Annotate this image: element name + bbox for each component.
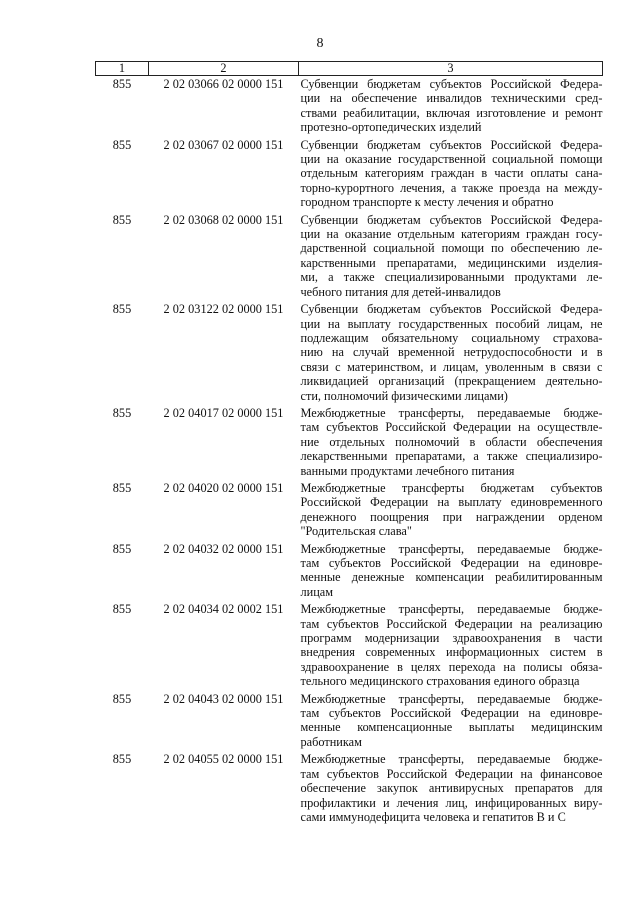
description-line: обеспечение закупок антивирусных препаратов для [300, 781, 603, 796]
description-line: работникам [300, 734, 362, 749]
description-line: ние отдельных полномочий в области обеспечения [300, 434, 603, 449]
description-line: Межбюджетные трансферты бюджетам субъектов [300, 480, 603, 495]
description-line: Субвенции бюджетам субъектов Российской Федера- [300, 137, 603, 152]
admin-code-cell: 855 [112, 691, 132, 706]
admin-code-cell: 855 [112, 212, 132, 227]
description-line: Межбюджетные трансферты, передаваемые бюдже- [300, 752, 603, 767]
description-line: программ модернизации здравоохранения в части [300, 631, 603, 646]
description-cell [299, 480, 603, 541]
description-line: денежного поощрения при награждении орденом [300, 509, 603, 524]
description-line: там субъектов Российской Федерации на финансовое [300, 766, 603, 781]
page-number: 8 [316, 36, 324, 51]
table-row [96, 212, 603, 301]
description-cell [299, 212, 603, 301]
description-line: дарственной социальной помощи по обеспечению ле- [300, 241, 603, 256]
description-line: Межбюджетные трансферты, передаваемые бюдже- [300, 691, 603, 706]
description-line: сами иммунодефицита человека и гепатитов В и С [300, 809, 566, 824]
description-line: ванными продуктами лечебного питания [300, 463, 515, 478]
description-line: Субвенции бюджетам субъектов Российской Федера- [300, 77, 603, 91]
description-cell [299, 137, 603, 212]
description-cell [299, 691, 603, 752]
description-cell [299, 601, 603, 690]
description-line: ции на выплату государственных пособий лицам, не [300, 316, 603, 331]
description-cell [299, 541, 603, 602]
column-header-1: 1 [96, 62, 149, 76]
admin-code-cell: 855 [112, 77, 132, 91]
revenue-codes-table [95, 61, 603, 826]
description-line: ствами реабилитации, включая изготовление и ремонт [300, 105, 603, 120]
description-line: внедрения современных информационных систем в [300, 645, 603, 660]
admin-code-cell: 855 [112, 480, 132, 495]
table-row [96, 601, 603, 690]
description-line: протезно-ортопедических изделий [300, 120, 482, 135]
revenue-code-cell: 2 02 03122 02 0000 151 [163, 302, 284, 317]
column-header-3: 3 [299, 62, 603, 76]
revenue-code-cell: 2 02 04020 02 0000 151 [163, 480, 284, 495]
description-cell [299, 405, 603, 480]
description-line: отдельным категориям граждан в части оплаты сана- [300, 166, 603, 181]
revenue-code-cell: 2 02 04032 02 0000 151 [163, 541, 284, 556]
admin-code-cell: 855 [112, 541, 132, 556]
table-row [96, 541, 603, 602]
description-line: Межбюджетные трансферты, передаваемые бюдже- [300, 541, 603, 556]
description-cell [299, 751, 603, 826]
description-line: Российской Федерации на выплату единовременного [300, 495, 603, 510]
description-line: Субвенции бюджетам субъектов Российской Федера- [300, 302, 603, 317]
description-line: ции на оказание государственной социальной помощи [300, 152, 603, 167]
description-line: Межбюджетные трансферты, передаваемые бюдже- [300, 602, 603, 617]
description-cell [299, 301, 603, 405]
table-header [96, 62, 603, 76]
description-line: Межбюджетные трансферты, передаваемые бюдже- [300, 405, 603, 420]
table-row [96, 480, 603, 541]
description-line: ции на оказание отдельным категориям граждан госу- [300, 227, 603, 242]
column-header-2: 2 [149, 62, 299, 76]
table-row [96, 691, 603, 752]
admin-code-cell: 855 [112, 405, 132, 420]
description-line: там субъектов Российской Федерации на осуществле- [300, 420, 603, 435]
revenue-code-cell: 2 02 04017 02 0000 151 [163, 405, 284, 420]
admin-code-cell: 855 [112, 137, 132, 152]
description-line: там субъектов Российской Федерации на реализацию [300, 616, 603, 631]
description-line: сти, полномочий физическими лицами) [300, 388, 508, 403]
description-line: там субъектов Российской Федерации на единовре- [300, 556, 603, 570]
revenue-code-cell: 2 02 04055 02 0000 151 [163, 752, 284, 767]
description-cell [299, 76, 603, 137]
table-row [96, 301, 603, 405]
description-line: менные денежные компенсации реабилитированным [300, 570, 603, 585]
table-row [96, 76, 603, 137]
description-line: профилактики и лечения лиц, инфицированных виру- [300, 795, 603, 810]
admin-code-cell: 855 [112, 752, 132, 767]
revenue-code-cell: 2 02 03066 02 0000 151 [163, 77, 284, 91]
admin-code-cell: 855 [112, 302, 132, 317]
description-line: там субъектов Российской Федерации на единовре- [300, 706, 603, 721]
description-line: тельного медицинского страхования единого образца [300, 674, 580, 689]
description-line: карственными препаратами, медицинскими изделия- [300, 255, 603, 270]
description-line: ликвидацией организаций (прекращением деятельно- [300, 374, 603, 389]
table-row [96, 751, 603, 826]
description-line: менные компенсационные выплаты медицинским [300, 720, 603, 735]
revenue-code-cell: 2 02 04043 02 0000 151 [163, 691, 284, 706]
description-line: здравоохранение в целях перехода на полисы обяза- [300, 659, 603, 674]
description-line: ми, а также специализированными продуктами ле- [300, 270, 603, 285]
description-line: чебного питания для детей-инвалидов [300, 284, 501, 299]
table-body [96, 76, 603, 827]
admin-code-cell: 855 [112, 602, 132, 617]
description-line: городном транспорте к месту лечения и обратно [300, 195, 554, 210]
description-line: подлежащим обязательному социальному страхова- [300, 330, 603, 345]
description-line: ции на обеспечение инвалидов техническими сред- [300, 91, 603, 106]
header-row [96, 62, 603, 76]
table-row [96, 405, 603, 480]
table-row [96, 137, 603, 212]
revenue-code-cell: 2 02 03067 02 0000 151 [163, 137, 284, 152]
revenue-code-cell: 2 02 03068 02 0000 151 [163, 212, 284, 227]
description-line: лекарственными препаратами, а также специализиро- [300, 449, 603, 464]
description-line: связи с материнством, и лицам, уволенным в связи с [300, 359, 603, 374]
revenue-code-cell: 2 02 04034 02 0002 151 [163, 602, 284, 617]
description-line: лицам [300, 584, 334, 599]
description-line: нию на случай временной нетрудоспособности и в [300, 345, 603, 360]
description-line: торно-курортного лечения, а также проезда на между- [300, 180, 603, 195]
description-line: "Родительская слава" [300, 524, 412, 539]
description-line: Субвенции бюджетам субъектов Российской Федера- [300, 212, 603, 227]
